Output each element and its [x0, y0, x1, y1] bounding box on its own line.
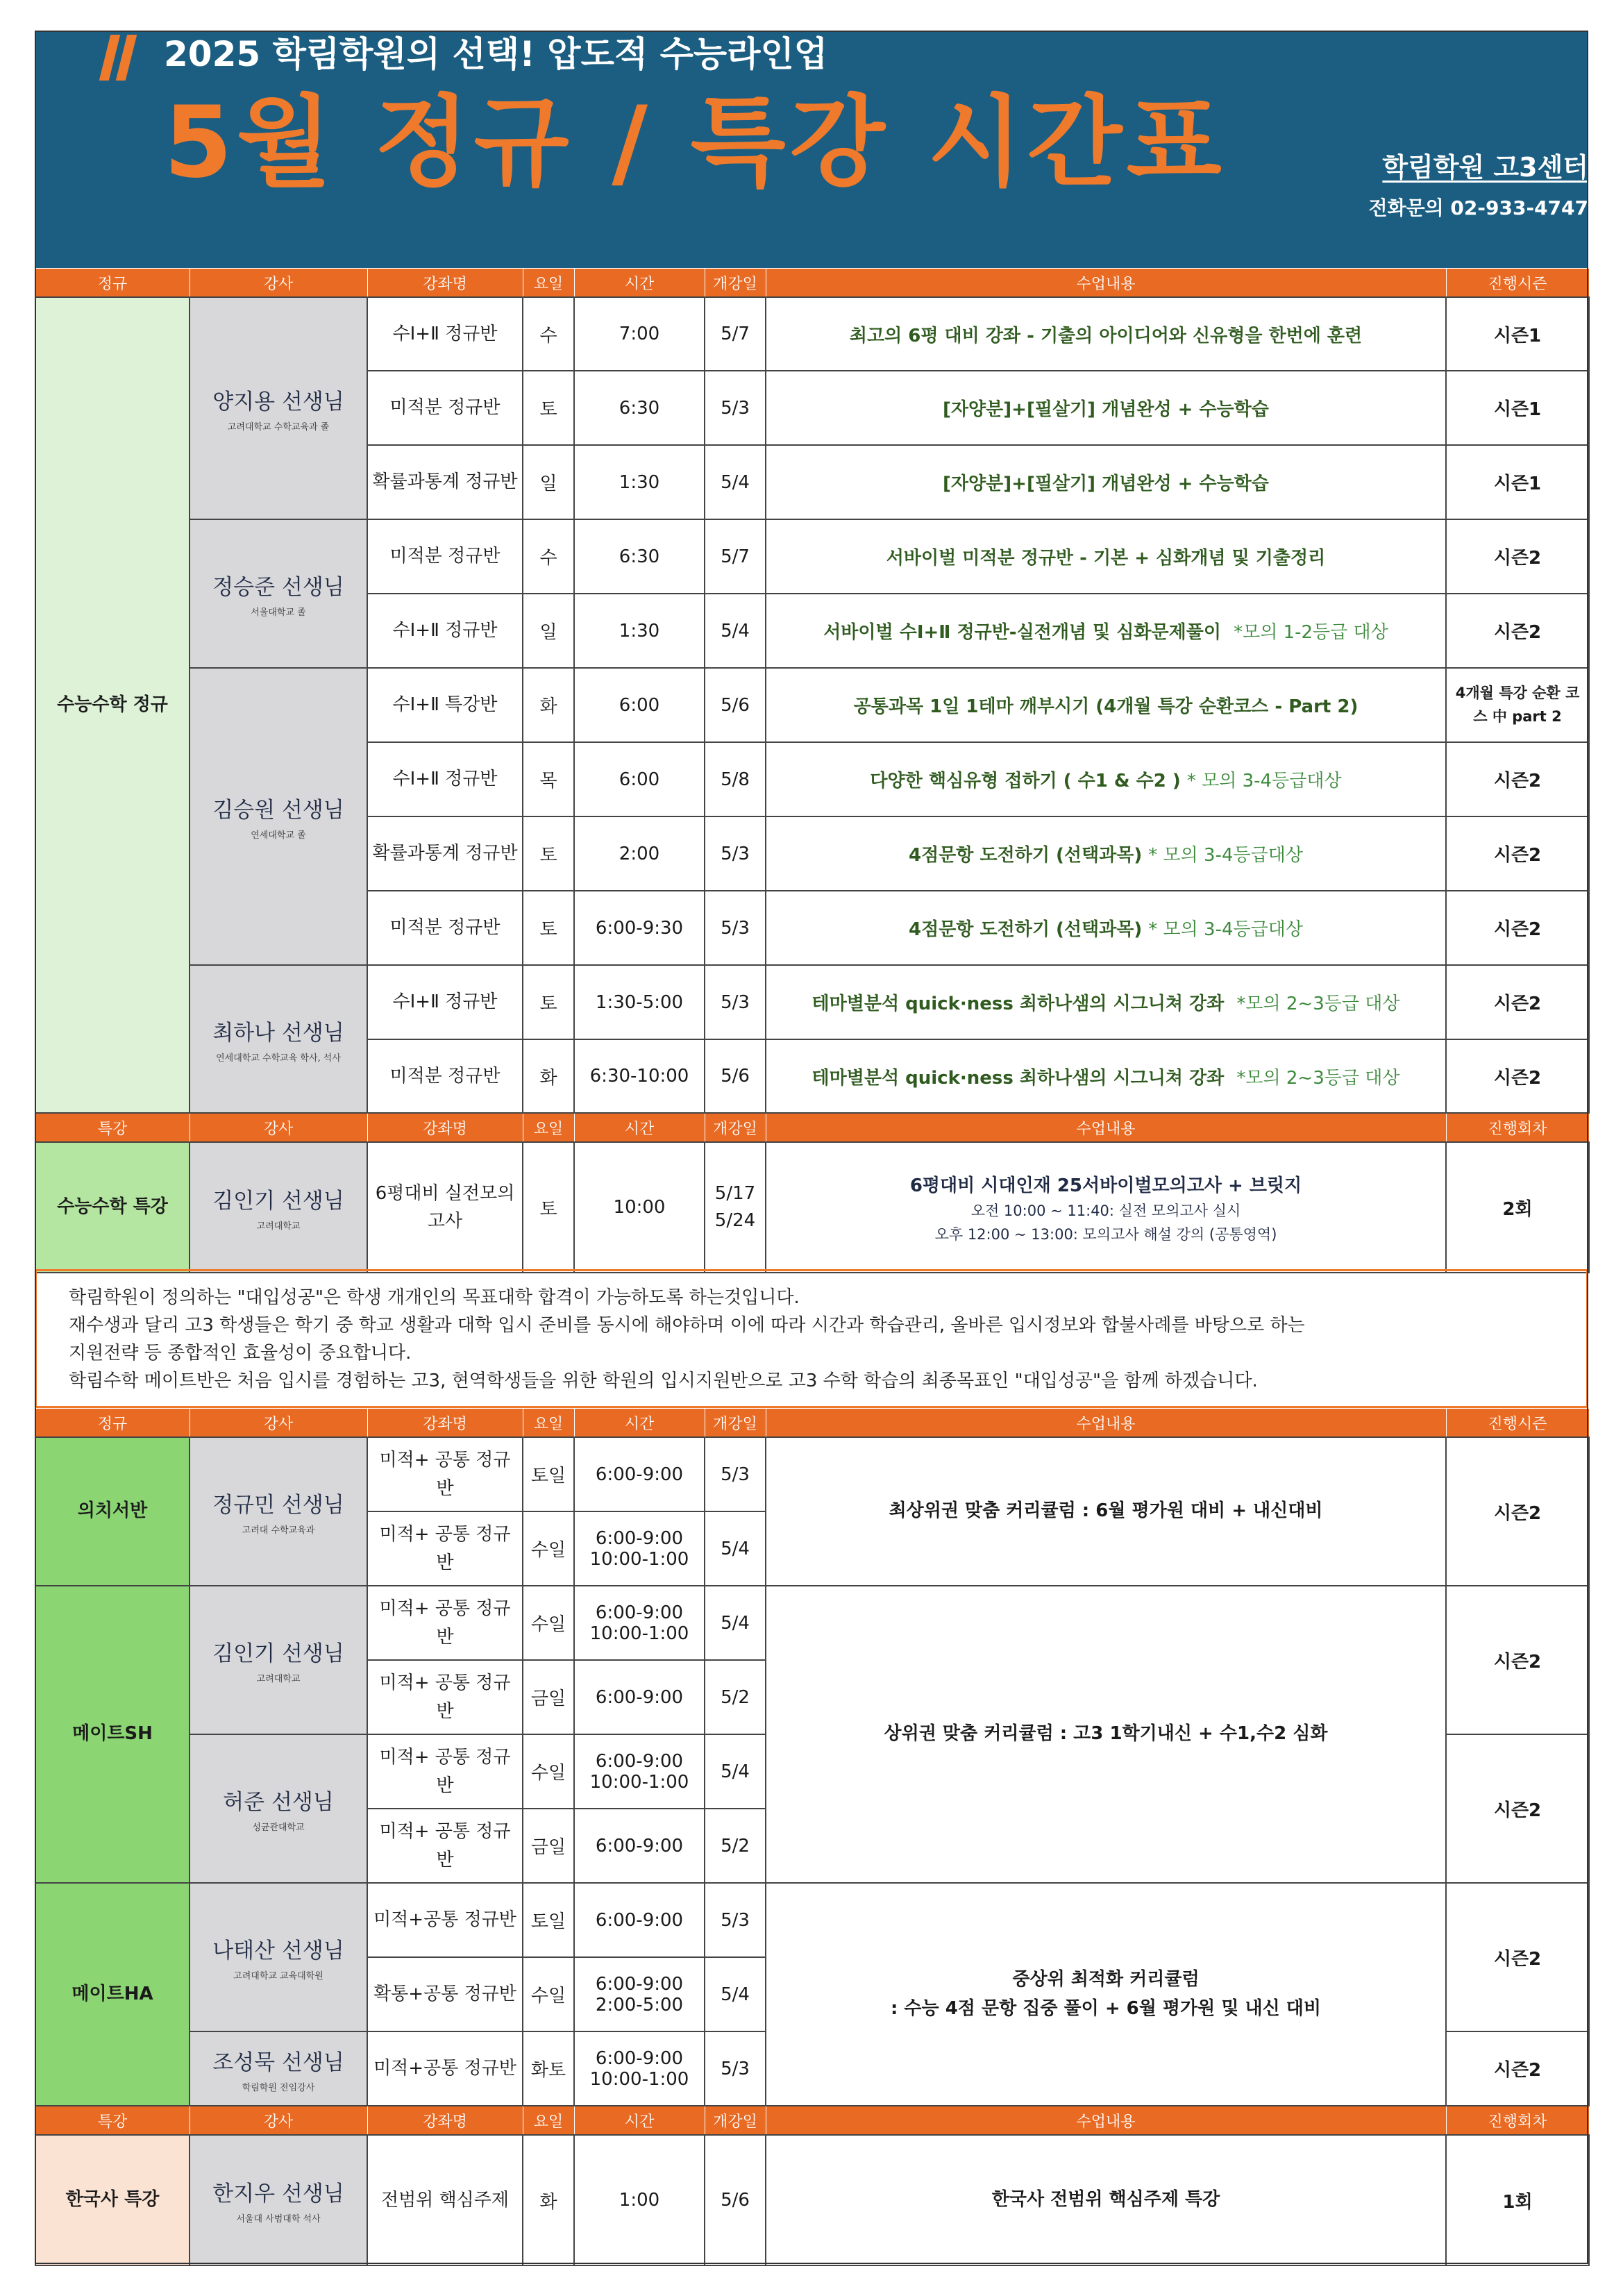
course-name: 미적+ 공통 정규반 [367, 1734, 523, 1809]
time-cell: 1:30-5:00 [574, 965, 705, 1039]
content-detail: 오후 12:00 ~ 13:00: 모의고사 해설 강의 (공통영역) [934, 1225, 1277, 1243]
teacher-education: 연세대학교 졸 [251, 830, 306, 841]
day-cell: 토 [523, 371, 574, 445]
teacher-name: 정규민 선생님 [212, 1493, 344, 1518]
season-cell: 시즌2 [1446, 816, 1589, 891]
col-header: 강사 [190, 1409, 367, 1438]
content-cell: 상위권 맞춤 커리큘럼 : 고3 1학기내신 + 수1,수2 심화 [766, 1586, 1446, 1883]
notice-line: 재수생과 달리 고3 학생들은 학기 중 학교 생활과 대학 입시 준비를 동시에 해야하며 이에 따라 시간과 학습관리, 올바른 입시정보와 합불사례를 바탕으로 하는 [69, 1315, 1305, 1336]
season-cell: 시즌2 [1446, 1586, 1589, 1734]
col-header: 요일 [523, 1113, 574, 1142]
col-header: 개강일 [705, 2106, 766, 2135]
time-cell: 6:30 [574, 519, 705, 594]
day-cell: 토 [523, 1142, 574, 1273]
teacher-education: 성균관대학교 [252, 1822, 305, 1833]
start-date-cell: 5/4 [705, 1734, 766, 1809]
col-header: 강좌명 [367, 1113, 523, 1142]
content-detail: 오전 10:00 ~ 11:40: 실전 모의고사 실시 [970, 1202, 1241, 1219]
day-cell: 수일 [523, 1586, 574, 1660]
start-date-cell: 5/7 [705, 519, 766, 594]
col-header: 수업내용 [766, 2106, 1446, 2135]
teacher-name: 최하나 선생님 [212, 1020, 344, 1046]
start-date: 5/24 [714, 1210, 756, 1231]
time-cell: 6:00-9:00 [574, 1660, 705, 1734]
start-date-cell: 5/2 [705, 1660, 766, 1734]
season-cell: 시즌2 [1446, 1039, 1589, 1113]
teacher-name: 한지우 선생님 [212, 2181, 344, 2206]
time-cell: 6:00-9:30 [574, 891, 705, 965]
day-cell: 화 [523, 2135, 574, 2265]
start-date-cell: 5/4 [705, 445, 766, 519]
content-cell: 최상위권 맞춤 커리큘럼 : 6월 평가원 대비 + 내신대비 [766, 1437, 1446, 1586]
teacher-education: 고려대학교 [256, 1674, 301, 1684]
start-date-cell: 5/6 [705, 1039, 766, 1113]
content-text: 4점문항 도전하기 (선택과목) [908, 919, 1143, 940]
start-date-cell: 5/3 [705, 891, 766, 965]
day-cell: 금일 [523, 1660, 574, 1734]
course-name: 수Ⅰ+Ⅱ 특강반 [367, 668, 523, 742]
content-cell: 한국사 전범위 핵심주제 특강 [766, 2135, 1446, 2265]
time-cell: 6:00-9:00 10:00-1:00 [574, 2031, 705, 2106]
season-cell: 시즌2 [1446, 1437, 1589, 1586]
course-name: 미적+ 공통 정규반 [367, 1437, 523, 1511]
season-cell: 시즌1 [1446, 297, 1589, 371]
course-name: 수Ⅰ+Ⅱ 정규반 [367, 297, 523, 371]
day-cell: 금일 [523, 1809, 574, 1883]
start-date-cell: 5/2 [705, 1809, 766, 1883]
teacher-education: 고려대학교 교육대학원 [233, 1971, 323, 1981]
course-name: 미적+ 공통 정규반 [367, 1660, 523, 1734]
day-cell: 수일 [523, 1734, 574, 1809]
time-cell: 6:00 [574, 668, 705, 742]
content-note: *모의 1-2등급 대상 [1234, 622, 1388, 643]
col-header: 정규 [35, 269, 190, 298]
day-cell: 토 [523, 816, 574, 891]
day-cell: 일 [523, 445, 574, 519]
col-header: 정규 [35, 1409, 190, 1438]
teacher-education: 연세대학교 수학교육 학사, 석사 [216, 1053, 341, 1064]
col-header: 개강일 [705, 269, 766, 298]
season-cell: 시즌2 [1446, 519, 1589, 594]
col-header: 시간 [574, 2106, 705, 2135]
start-date-cell: 5/4 [705, 594, 766, 668]
time-cell: 6:00 [574, 742, 705, 816]
category-cell: 메이트HA [35, 1883, 190, 2106]
col-header: 수업내용 [766, 1409, 1446, 1438]
season-cell: 시즌1 [1446, 371, 1589, 445]
season-cell: 시즌2 [1446, 965, 1589, 1039]
course-name: 미적분 정규반 [367, 891, 523, 965]
time-cell: 6:30-10:00 [574, 1039, 705, 1113]
season-cell: 시즌2 [1446, 2031, 1589, 2106]
content-text: 4점문항 도전하기 (선택과목) [908, 845, 1143, 866]
content-text: 6평대비 시대인재 25서바이벌모의고사 + 브릿지 [909, 1175, 1302, 1196]
page-subtitle: 2025 학림학원의 선택! 압도적 수능라인업 [164, 34, 828, 74]
col-header: 특강 [35, 2106, 190, 2135]
content-text: 최고의 6평 대비 강좌 - 기출의 아이디어와 신유형을 한번에 훈련 [849, 325, 1363, 346]
start-date-cell: 5/3 [705, 965, 766, 1039]
course-name: 수Ⅰ+Ⅱ 정규반 [367, 742, 523, 816]
course-name: 미적+ 공통 정규반 [367, 1511, 523, 1586]
academy-name: 학림학원 고3센터 [1382, 152, 1588, 183]
time-cell: 1:30 [574, 445, 705, 519]
content-text: 중상위 최적화 커리큘럼 [1012, 1968, 1200, 1990]
teacher-name: 김인기 선생님 [212, 1641, 344, 1666]
page-frame [35, 31, 1588, 2264]
content-text: 테마별분석 quick·ness 최하나샘의 시그니쳐 강좌 [812, 994, 1225, 1014]
course-name: 수Ⅰ+Ⅱ 정규반 [367, 594, 523, 668]
content-text: 다양한 핵심유형 접하기 ( 수1 & 수2 ) [870, 771, 1181, 791]
teacher-name: 허준 선생님 [223, 1790, 334, 1815]
start-date-cell: 5/3 [705, 2031, 766, 2106]
day-cell: 토 [523, 965, 574, 1039]
col-header: 개강일 [705, 1409, 766, 1438]
teacher-name: 김승원 선생님 [212, 798, 344, 823]
time-cell: 6:00-9:00 [574, 1883, 705, 1957]
teacher-name: 나태산 선생님 [212, 1938, 344, 1963]
time-cell: 7:00 [574, 297, 705, 371]
teacher-education: 서울대학교 졸 [251, 607, 306, 618]
category-cell: 메이트SH [35, 1586, 190, 1883]
content-text: [자양분]+[필살기] 개념완성 + 수능학습 [943, 399, 1269, 420]
course-name: 수Ⅰ+Ⅱ 정규반 [367, 965, 523, 1039]
content-text: [자양분]+[필살기] 개념완성 + 수능학습 [943, 474, 1269, 494]
notice-line: 학림학원이 정의하는 "대입성공"은 학생 개개인의 목표대학 합격이 가능하도록 하는것입니다. [69, 1287, 800, 1308]
season-cell: 시즌1 [1446, 445, 1589, 519]
time-cell: 6:00-9:00 10:00-1:00 [574, 1511, 705, 1586]
content-note: *모의 2~3등급 대상 [1236, 994, 1400, 1014]
col-header: 시간 [574, 1409, 705, 1438]
notice-line: 지원전략 등 종합적인 효율성이 중요합니다. [69, 1343, 412, 1364]
time-cell: 6:00-9:00 [574, 1437, 705, 1511]
season-text: 4개월 특강 순환 코스 中 part 2 [1455, 684, 1580, 725]
teacher-name: 양지용 선생님 [212, 389, 344, 414]
start-date-cell: 5/7 [705, 297, 766, 371]
col-header: 시간 [574, 1113, 705, 1142]
teacher-education: 서울대 사범대학 석사 [236, 2214, 321, 2224]
course-name: 미적+ 공통 정규반 [367, 1809, 523, 1883]
time-cell: 6:00-9:00 2:00-5:00 [574, 1957, 705, 2031]
content-text: 공통과목 1일 1테마 깨부시기 (4개월 특강 순환코스 - Part 2) [853, 696, 1359, 717]
contact-phone: 전화문의 02-933-4747 [1368, 196, 1588, 219]
start-date-cell: 5/3 [705, 1883, 766, 1957]
start-date: 5/17 [714, 1183, 756, 1204]
col-header: 진행회차 [1446, 1113, 1589, 1142]
content-note: * 모의 3-4등급대상 [1148, 919, 1303, 940]
teacher-education: 고려대학교 수학교육과 졸 [227, 422, 330, 433]
start-date-cell: 5/3 [705, 1437, 766, 1511]
col-header: 개강일 [705, 1113, 766, 1142]
day-cell: 수일 [523, 1511, 574, 1586]
content-note: *모의 2~3등급 대상 [1236, 1067, 1400, 1089]
season-cell: 시즌2 [1446, 742, 1589, 816]
time-cell: 6:00-9:00 [574, 1809, 705, 1883]
col-header: 수업내용 [766, 269, 1446, 298]
col-header: 수업내용 [766, 1113, 1446, 1142]
course-name: 확률과통계 정규반 [367, 816, 523, 891]
col-header: 강좌명 [367, 2106, 523, 2135]
day-cell: 화토 [523, 2031, 574, 2106]
course-name: 확률과통계 정규반 [367, 445, 523, 519]
content-note: * 모의 3-4등급대상 [1186, 771, 1342, 791]
time-cell: 1:00 [574, 2135, 705, 2265]
day-cell: 수일 [523, 1957, 574, 2031]
col-header: 진행시즌 [1446, 269, 1589, 298]
col-header: 강좌명 [367, 269, 523, 298]
teacher-name: 정승준 선생님 [212, 575, 344, 600]
season-cell: 시즌2 [1446, 891, 1589, 965]
category-cell: 수능수학 정규 [35, 297, 190, 1113]
count-cell: 2회 [1446, 1142, 1589, 1273]
course-name: 미적분 정규반 [367, 1039, 523, 1113]
teacher-education: 고려대 수학교육과 [242, 1525, 315, 1536]
time-cell: 6:00-9:00 10:00-1:00 [574, 1734, 705, 1809]
col-header: 요일 [523, 269, 574, 298]
start-date-cell: 5/4 [705, 1511, 766, 1586]
content-text: 서바이벌 수Ⅰ+Ⅱ 정규반-실전개념 및 심화문제풀이 [823, 622, 1221, 643]
course-name: 미적+ 공통 정규반 [367, 1586, 523, 1660]
day-cell: 일 [523, 594, 574, 668]
course-name: 6평대비 실전모의고사 [367, 1142, 523, 1273]
start-date-cell: 5/6 [705, 668, 766, 742]
time-cell: 2:00 [574, 816, 705, 891]
col-header: 특강 [35, 1113, 190, 1142]
col-header: 강사 [190, 2106, 367, 2135]
category-cell: 수능수학 특강 [35, 1142, 190, 1273]
course-name: 미적+공통 정규반 [367, 1883, 523, 1957]
time-cell: 6:00-9:00 10:00-1:00 [574, 1586, 705, 1660]
notice-line: 학림수학 메이트반은 처음 입시를 경험하는 고3, 현역학생들을 위한 학원의 입시지원반으로 고3 수학 학습의 최종목표인 "대입성공"을 함께 하겠습니다. [69, 1371, 1258, 1391]
start-date-cell: 5/6 [705, 2135, 766, 2265]
col-header: 강사 [190, 1113, 367, 1142]
count-cell: 1회 [1446, 2135, 1589, 2265]
start-date-cell: 5/3 [705, 371, 766, 445]
category-cell: 한국사 특강 [35, 2135, 190, 2265]
content-note: * 모의 3-4등급대상 [1148, 845, 1303, 866]
day-cell: 화 [523, 1039, 574, 1113]
content-text: 서바이벌 미적분 정규반 - 기본 + 심화개념 및 기출정리 [886, 548, 1326, 569]
teacher-name: 김인기 선생님 [212, 1189, 344, 1214]
teacher-education: 학림학원 전임강사 [242, 2082, 315, 2093]
teacher-education: 고려대학교 [256, 1221, 301, 1232]
start-date-cell: 5/3 [705, 816, 766, 891]
course-name: 미적분 정규반 [367, 371, 523, 445]
col-header: 요일 [523, 1409, 574, 1438]
time-cell: 10:00 [574, 1142, 705, 1273]
category-cell: 의치서반 [35, 1437, 190, 1586]
content-text: 테마별분석 quick·ness 최하나샘의 시그니쳐 강좌 [812, 1067, 1225, 1089]
course-name: 확통+공통 정규반 [367, 1957, 523, 2031]
col-header: 요일 [523, 2106, 574, 2135]
season-cell: 시즌2 [1446, 1883, 1589, 2031]
course-name: 전범위 핵심주제 [367, 2135, 523, 2265]
col-header: 진행시즌 [1446, 1409, 1589, 1438]
course-name: 미적분 정규반 [367, 519, 523, 594]
day-cell: 목 [523, 742, 574, 816]
start-date-cell: 5/4 [705, 1586, 766, 1660]
day-cell: 화 [523, 668, 574, 742]
content-text: : 수능 4점 문항 집중 풀이 + 6월 평가원 및 내신 대비 [890, 1997, 1322, 2019]
day-cell: 수 [523, 519, 574, 594]
day-cell: 토 [523, 891, 574, 965]
day-cell: 수 [523, 297, 574, 371]
col-header: 강좌명 [367, 1409, 523, 1438]
time-cell: 6:30 [574, 371, 705, 445]
season-cell: 시즌2 [1446, 594, 1589, 668]
day-cell: 토일 [523, 1437, 574, 1511]
start-date-cell: 5/4 [705, 1957, 766, 2031]
page-title: 5월 정규 / 특강 시간표 [164, 85, 1226, 200]
teacher-name: 조성묵 선생님 [212, 2050, 344, 2075]
course-name: 미적+공통 정규반 [367, 2031, 523, 2106]
time-cell: 1:30 [574, 594, 705, 668]
season-cell: 시즌2 [1446, 1734, 1589, 1883]
day-cell: 토일 [523, 1883, 574, 1957]
start-date-cell: 5/8 [705, 742, 766, 816]
col-header: 시간 [574, 269, 705, 298]
col-header: 강사 [190, 269, 367, 298]
col-header: 진행회차 [1446, 2106, 1589, 2135]
